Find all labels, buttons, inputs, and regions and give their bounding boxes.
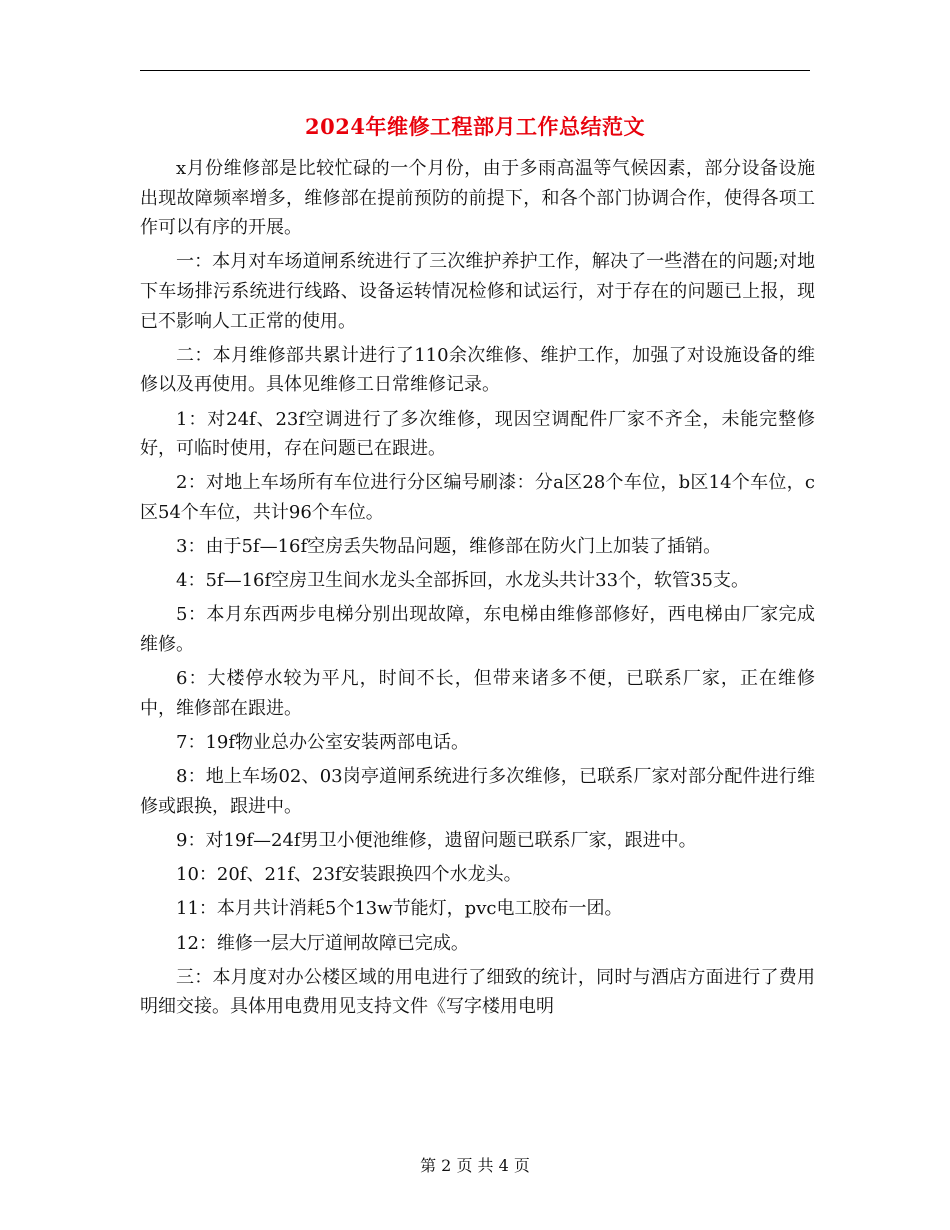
- page-number-footer: 第 2 页 共 4 页: [420, 1156, 530, 1175]
- paragraph-section-3: 三：本月度对办公楼区域的用电进行了细致的统计，同时与酒店方面进行了费用明细交接。具体用电费用见支持文件《写字楼用电明: [140, 966, 815, 1018]
- paragraph-item-10: 10：20f、21f、23f安装跟换四个水龙头。: [176, 864, 522, 886]
- paragraph-item-7: 7：19f物业总办公室安装两部电话。: [176, 732, 470, 754]
- paragraph-item-6: 6：大楼停水较为平凡，时间不长，但带来诸多不便，已联系厂家，正在维修中，维修部在跟进。: [140, 668, 815, 719]
- paragraph-section-2: 二：本月维修部共累计进行了110余次维修、维护工作，加强了对设施设备的维修以及再使用。具体见维修工日常维修记录。: [140, 344, 815, 396]
- paragraph-item-4: 4：5f—16f空房卫生间水龙头全部拆回，水龙头共计33个，软管35支。: [176, 570, 749, 592]
- paragraph-item-8: 8：地上车场02、03岗亭道闸系统进行多次维修，已联系厂家对部分配件进行维修或跟换，跟进中。: [140, 766, 815, 817]
- paragraph-item-11: 11：本月共计消耗5个13w节能灯，pvc电工胶布一团。: [176, 898, 623, 920]
- paragraph-item-1: 1：对24f、23f空调进行了多次维修，现因空调配件厂家不齐全，未能完整修好，可临时使用，存在问题已在跟进。: [140, 408, 815, 460]
- header-rule: [140, 70, 810, 71]
- paragraph-item-5: 5：本月东西两步电梯分别出现故障，东电梯由维修部修好，西电梯由厂家完成维修。: [140, 604, 815, 656]
- paragraph-item-9: 9：对19f—24f男卫小便池维修，遗留问题已联系厂家，跟进中。: [176, 830, 697, 851]
- paragraph-section-1: 一：本月对车场道闸系统进行了三次维护养护工作，解决了一些潜在的问题;对地下车场排污系统进行线路、设备运转情况检修和试运行，对于存在的问题已上报，现已不影响人工正常的使用。: [140, 251, 815, 332]
- document-title: 2024年维修工程部月工作总结范文: [305, 114, 645, 139]
- paragraph-item-2: 2：对地上车场所有车位进行分区编号刷漆：分a区28个车位，b区14个车位，c区54个车位，共计96个车位。: [140, 472, 815, 523]
- document-body: [140, 154, 815, 1027]
- paragraph-intro: x月份维修部是比较忙碌的一个月份，由于多雨高温等气候因素，部分设备设施出现故障频率增多，维修部在提前预防的前提下，和各个部门协调合作，使得各项工作可以有序的开展。: [140, 158, 815, 239]
- paragraph-item-3: 3：由于5f—16f空房丢失物品问题，维修部在防火门上加装了插销。: [176, 536, 722, 558]
- paragraph-item-12: 12：维修一层大厅道闸故障已完成。: [176, 932, 469, 954]
